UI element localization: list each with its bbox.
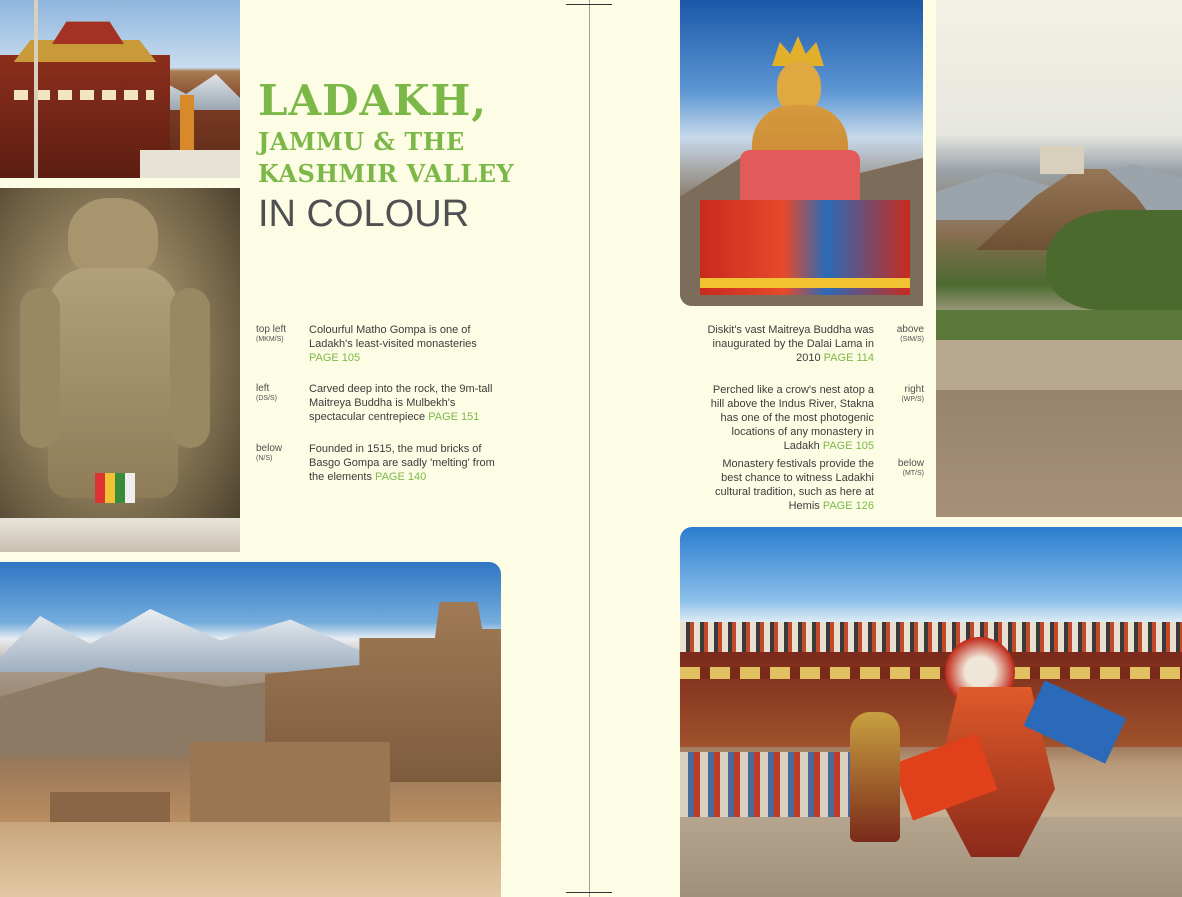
caption-diskit [700, 323, 930, 365]
page-reference: PAGE 140 [375, 471, 427, 483]
photo-credit: (MT/S) [902, 470, 924, 477]
caption-position: right [904, 384, 924, 395]
photo-credit: (WP/S) [901, 396, 924, 403]
caption-position: below [897, 458, 924, 469]
page-reference: PAGE 105 [822, 440, 874, 452]
page-reference: PAGE 151 [428, 411, 480, 423]
photo-stakna-gompa [936, 0, 1182, 517]
photo-hemis-festival [680, 527, 1182, 897]
caption-stakna [700, 383, 930, 453]
page-reference: PAGE 105 [309, 352, 361, 364]
spread-title [258, 76, 514, 236]
caption-text: Founded in 1515, the mud bricks of Basgo Gompa are sadly 'melting' from the elements [309, 443, 495, 483]
caption-position: below [256, 443, 283, 454]
photo-basgo-gompa [0, 562, 501, 897]
crop-mark-top [566, 4, 612, 5]
page-reference: PAGE 126 [822, 500, 874, 512]
photo-credit: (SIM/S) [900, 336, 924, 343]
title-line-kashmir: KASHMIR VALLEY [258, 159, 515, 188]
title-line-in-colour: IN COLOUR [258, 193, 470, 235]
caption-position: left [256, 383, 270, 394]
photo-credit: (MKM/S) [256, 336, 284, 343]
crop-mark-bottom [566, 892, 612, 893]
caption-text: Carved deep into the rock, the 9m-tall Maitreya Buddha is Mulbekh's spectacular centrepiece [309, 383, 493, 423]
title-line-ladakh: LADAKH, [258, 76, 487, 125]
caption-text: Monastery festivals provide the best chance to witness Ladakhi cultural tradition, such as here at Hemis [715, 458, 874, 512]
photo-credit: (DS/S) [256, 395, 277, 402]
caption-matho [256, 323, 496, 365]
caption-mulbekh [256, 382, 496, 424]
photo-matho-gompa [0, 0, 240, 178]
caption-text: Perched like a crow's nest atop a hill above the Indus River, Stakna has one of the most photogenic locations of any monastery in Ladakh [710, 384, 874, 452]
caption-text: Diskit's vast Maitreya Buddha was inaugurated by the Dalai Lama in 2010 [707, 324, 874, 364]
photo-credit: (N/S) [256, 455, 273, 462]
title-line-jammu: JAMMU & THE [258, 127, 465, 156]
page-gutter [589, 0, 590, 897]
caption-position: top left [256, 324, 287, 335]
caption-basgo [256, 442, 496, 484]
photo-diskit-maitreya [680, 0, 923, 306]
caption-hemis [700, 457, 930, 513]
caption-text: Colourful Matho Gompa is one of Ladakh's least-visited monasteries [309, 324, 477, 350]
photo-mulbekh-maitreya [0, 188, 240, 552]
page-reference: PAGE 114 [823, 352, 874, 364]
caption-position: above [896, 324, 924, 335]
